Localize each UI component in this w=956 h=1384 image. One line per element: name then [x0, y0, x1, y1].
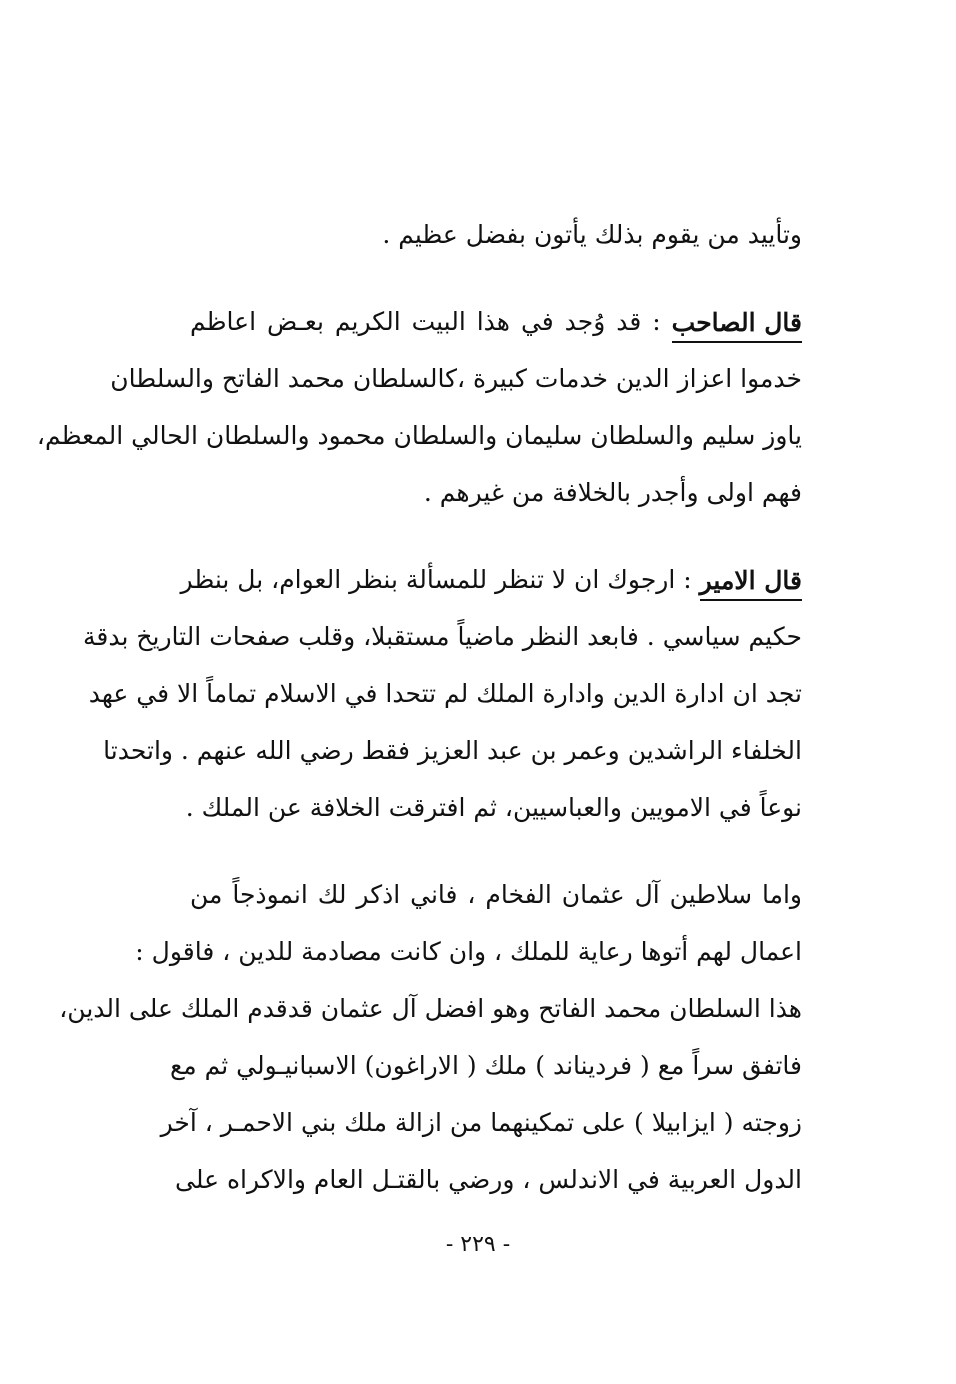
paragraph-line: ياوز سليم والسلطان سليمان والسلطان محمود والسلطان الحالي المعظم، — [36, 421, 802, 450]
paragraph-line: حكيم سياسي . فابعد النظر ماضياً مستقبلا، وقلب صفحات التاريخ بدقة — [82, 622, 802, 651]
intro-line: وتأييد من يقوم بذلك يأتون بفضل عظيم . — [382, 220, 802, 249]
paragraph-line-text: : قد وُجد في هذا البيت الكريم بعـض اعاظم — [190, 307, 661, 336]
paragraph-line: فهم اولى وأجدر بالخلافة من غيرهم . — [423, 478, 802, 507]
paragraph-line: زوجته ( ايزابيلا ) على تمكينهما من ازالة ملك بني الاحمـر ، آخر — [160, 1108, 802, 1137]
paragraph-line: تجد ان ادارة الدين وادارة الملك لم تتحدا في الاسلام تماماً الا في عهد — [88, 679, 802, 708]
paragraph-gap — [190, 836, 802, 866]
speaker-label-amir: قال الامير — [700, 563, 802, 601]
paragraph-line: واما سلاطين آل عثمان الفخام ، فاني اذكر لك انموذجاً من — [190, 880, 802, 909]
page-body — [36, 206, 802, 1208]
paragraph-line: خدموا اعزاز الدين خدمات كبيرة ،كالسلطان محمد الفاتح والسلطان — [110, 364, 802, 393]
paragraph-line — [190, 293, 802, 350]
paragraph-gap — [190, 263, 802, 293]
paragraph-line: نوعاً في الامويين والعباسيين، ثم افترقت الخلافة عن الملك . — [185, 793, 802, 822]
paragraph-line: اعمال لهم أتوها رعاية للملك ، وان كانت مصادمة للدين ، فاقول : — [135, 937, 802, 966]
paragraph-sultans — [59, 866, 802, 1208]
paragraph-line: الخلفاء الراشدين وعمر بن عبد العزيز فقط رضي الله عنهم . واتحدتا — [103, 736, 802, 765]
speaker-label-sahib: قال الصاحب — [672, 305, 802, 343]
paragraph-line — [180, 551, 802, 608]
paragraph-line: هذا السلطان محمد الفاتح وهو افضل آل عثمان قدقدم الملك على الدين، — [59, 994, 802, 1023]
paragraph-line: الدول العربية في الاندلس ، ورضي بالقتـل العام والاكراه على — [174, 1165, 802, 1194]
paragraph-line: فاتفق سراً مع ( فرديناند ) ملك ( الاراغون) الاسبانيـولي ثم مع — [169, 1051, 802, 1080]
paragraph-amir — [82, 551, 802, 836]
paragraph-gap — [190, 521, 802, 551]
paragraph-line-text: : ارجوك ان لا تنظر للمسألة بنظر العوام، بل بنظر — [180, 565, 692, 594]
paragraph-sahib — [36, 293, 802, 521]
page-number: - ٢٢٩ - — [445, 1232, 511, 1257]
